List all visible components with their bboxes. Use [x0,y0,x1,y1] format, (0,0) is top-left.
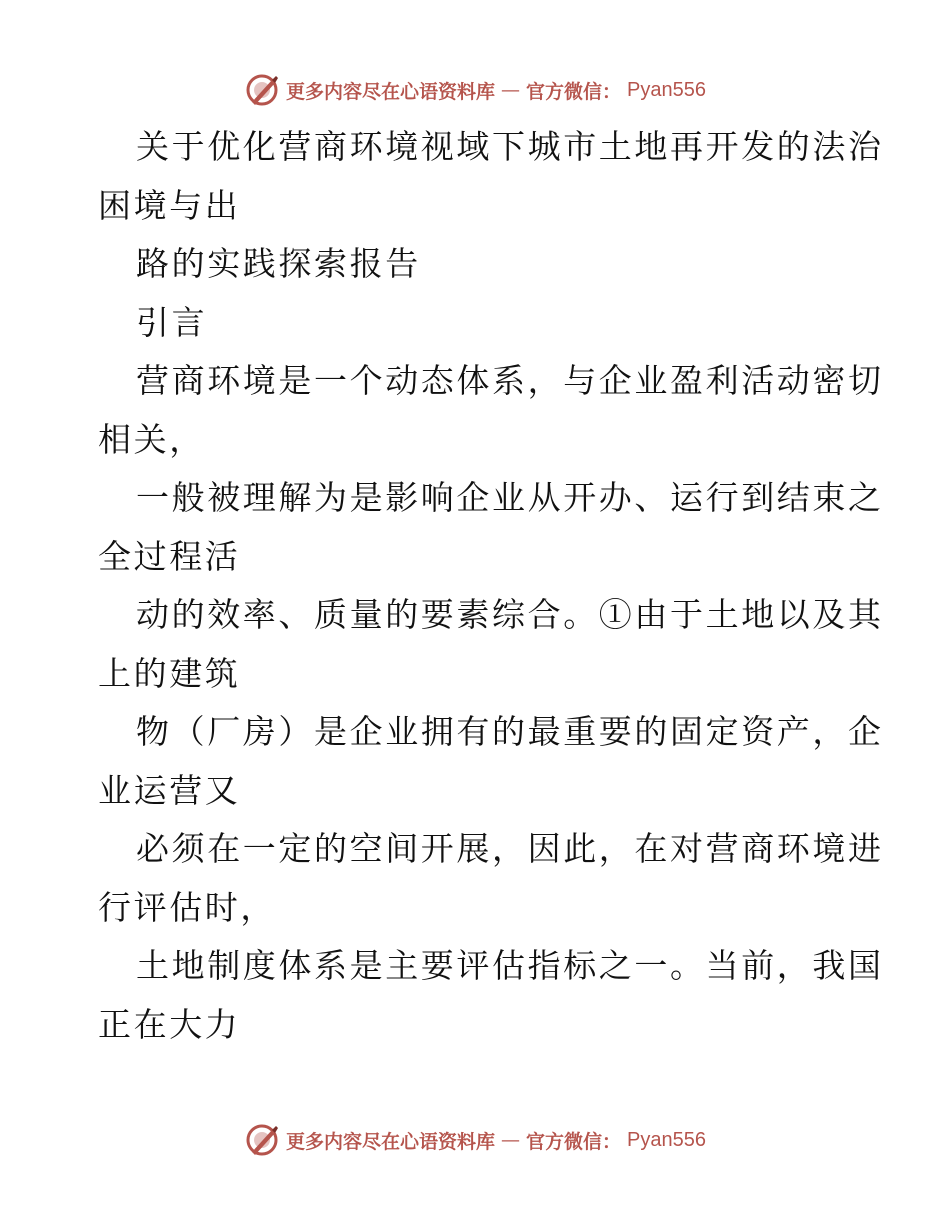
pen-circle-logo-icon [244,1122,280,1158]
text-line: 关于优化营商环境视域下城市土地再开发的法治 [136,127,884,166]
text-line: 一般被理解为是影响企业从开办、运行到结束之 [136,478,884,517]
pen-circle-logo-icon [244,72,280,108]
text-line: 物（厂房）是企业拥有的最重要的固定资产，企 [136,712,884,751]
banner-dash: — [501,1129,521,1151]
banner-dash: — [501,79,521,101]
banner-title: 更多内容尽在心语资料库 [286,80,496,103]
text-line: 路的实践探索报告 [136,244,421,283]
text-line: 正在大力 [98,1004,241,1044]
text-line: 上的建筑 [98,653,241,693]
text-line: 必须在一定的空间开展，因此，在对营商环境进 [136,829,884,868]
footer-banner [0,1120,950,1160]
text-line: 行评估时， [98,887,276,927]
text-line: 营商环境是一个动态体系，与企业盈利活动密切 [136,361,884,400]
text-line: 全过程活 [98,536,241,576]
banner-wechat-id: Pyan556 [627,1128,706,1151]
text-line: 相关， [98,419,205,459]
text-line: 业运营又 [98,770,241,810]
banner-title: 更多内容尽在心语资料库 [286,1130,496,1153]
banner-wechat-label: 官方微信： [526,80,622,103]
text-line: 土地制度体系是主要评估指标之一。当前，我国 [136,946,884,985]
header-banner [0,70,950,110]
text-line: 困境与出 [98,185,241,225]
text-line: 动的效率、质量的要素综合。①由于土地以及其 [136,595,884,634]
banner-wechat-id: Pyan556 [627,78,706,101]
document-body [98,118,884,1054]
section-heading: 引言 [136,302,208,342]
banner-wechat-label: 官方微信： [526,1130,622,1153]
